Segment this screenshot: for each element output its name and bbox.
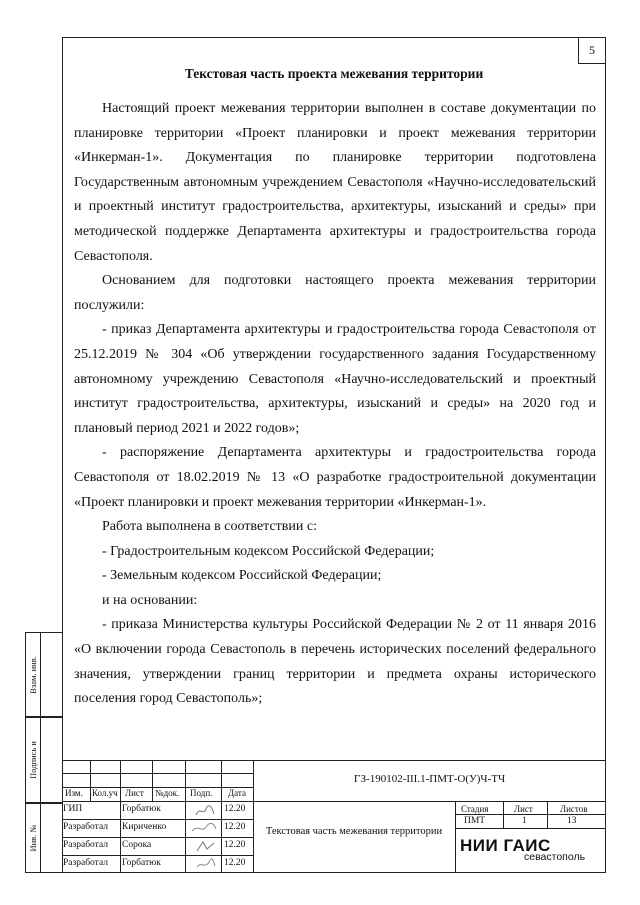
signature-mark: [194, 804, 216, 818]
header-list: Лист: [125, 788, 144, 798]
paragraph: Основанием для подготовки настоящего проекта межевания территории послужили:: [74, 273, 596, 313]
sheet-value: 1: [522, 816, 527, 826]
org-logo-sub: севастополь: [524, 851, 586, 863]
side-label-inventory: Инв. №: [28, 824, 38, 852]
sheet-name: Текстовая часть межевания территории: [265, 826, 443, 837]
document-code: ГЗ-190102-III.1-ПМТ-О(У)Ч-ТЧ: [353, 773, 506, 785]
row-role: ГИП: [63, 804, 83, 814]
signature-mark: [194, 839, 218, 853]
side-field-signature: [25, 717, 62, 803]
paragraph: - приказ Департамента архитектуры и градостроительства города Севастополя от 25.12.2019 № 304 «Об утверждении государственного задания Государственному автономному учреждению Севастополя «Научно-исследовательский и проектный институт градостроительства, архитектуры, изысканий и среды» на 2020 год и плановый период 2021 и 2022 годов»;: [74, 322, 596, 436]
signature-mark: [190, 821, 218, 835]
paragraph: - приказа Министерства культуры Российской Федерации № 2 от 11 января 2016 «О включении города Севастополь в перечень исторических поселений федерального значения, утверждении границ территории и предмета охраны исторического поселения город Севастополь»;: [74, 617, 596, 707]
row-date: 12.20: [224, 858, 246, 868]
paragraph: - Градостроительным кодексом Российской Федерации;: [102, 543, 435, 559]
sheets-label: Листов: [560, 804, 588, 814]
header-izm: Изм.: [65, 788, 83, 798]
side-field-replace: [25, 632, 62, 717]
header-kol-uch: Кол.уч: [92, 788, 118, 798]
header-n-dok: №док.: [155, 788, 180, 798]
document-title: Текстовая часть проекта межевания территории: [184, 66, 484, 81]
paragraph: Работа выполнена в соответствии с:: [102, 519, 317, 535]
org-logo: НИИ ГАИС: [460, 836, 551, 855]
header-data: Дата: [228, 788, 246, 798]
row-name: Горбатюк: [122, 804, 161, 814]
side-label-signature: Подпись и: [28, 741, 38, 779]
paragraph: - распоряжение Департамента архитектуры и градостроительства города Севастополя от 18.02.2019 № 13 «О разработке градостроительной документации «Проект планировки и проект межевания территории «Инкерман-1».: [74, 445, 596, 510]
row-role: Разработал: [63, 840, 108, 850]
row-role: Разработал: [63, 858, 108, 868]
stage-label: Стадия: [461, 804, 489, 814]
row-date: 12.20: [224, 840, 246, 850]
row-name: Сорока: [122, 840, 152, 850]
signature-mark: [195, 857, 217, 871]
row-role: Разработал: [63, 822, 108, 832]
row-date: 12.20: [224, 804, 246, 814]
paragraph: - Земельным кодексом Российской Федерации;: [102, 568, 382, 584]
header-podp: Подп.: [190, 788, 213, 798]
sheet-label: Лист: [514, 804, 533, 814]
side-field-inventory: [25, 803, 62, 873]
stage-value: ПМТ: [464, 816, 486, 826]
paragraph: и на основании:: [102, 592, 198, 608]
row-name: Кириченко: [122, 822, 167, 832]
document-body: [74, 97, 596, 712]
row-name: Горбатюк: [122, 858, 161, 868]
paragraph: Настоящий проект межевания территории выполнен в составе документации по планировке территории «Проект планировки и проект межевания территории «Инкерман-1». Документация по планировке территории подготовлена Государственным автономным учреждением Севастополя «Научно-исследовательский и проектный институт градостроительства, архитектуры, изысканий и среды» при методической поддержке Департамента архитектуры и градостроительства города Севастополя.: [74, 101, 596, 264]
page-number: 5: [578, 38, 605, 64]
sheets-value: 13: [567, 816, 577, 826]
row-date: 12.20: [224, 822, 246, 832]
side-label-replace: Взам. инв.: [28, 655, 38, 694]
title-block: [62, 760, 606, 873]
